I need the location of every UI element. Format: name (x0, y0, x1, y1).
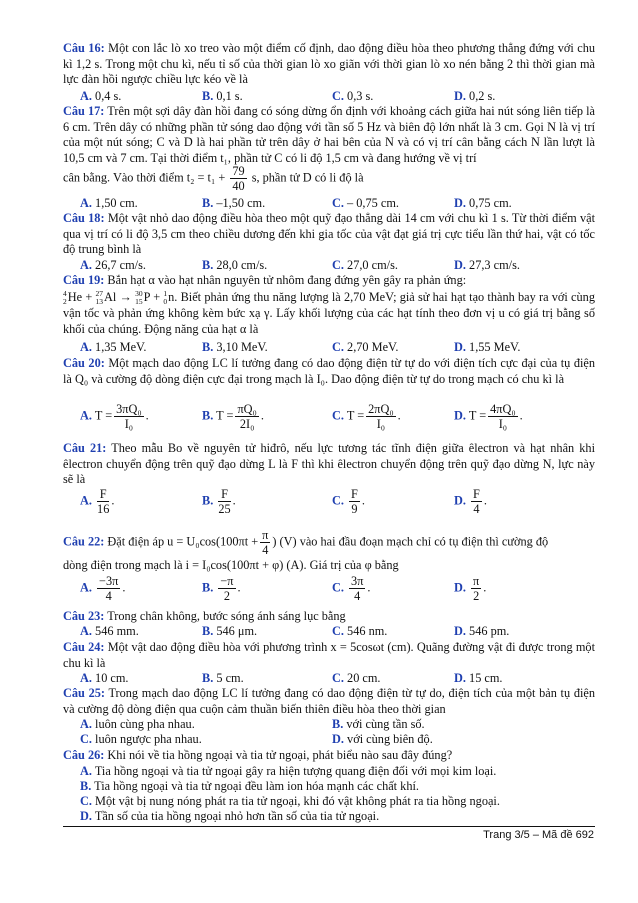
option-b[interactable]: B. $\frac{-\pi}{2}$ . (202, 574, 241, 603)
option-letter: D. (454, 671, 466, 685)
option-c[interactable]: C. $\frac{3\pi}{4}$ . (332, 574, 371, 603)
option-letter: B. (332, 717, 344, 731)
phosphorus-symbol: P (143, 290, 150, 304)
option-letter: C. (332, 580, 344, 595)
question-label: Câu 17: (63, 104, 105, 118)
helium-symbol: He (67, 290, 83, 304)
fraction-denominator: 9 (351, 502, 358, 516)
fraction-denominator: I₀ (376, 417, 386, 431)
option-letter: D. (454, 408, 466, 423)
question-text: s, phần tử D có li độ là (251, 170, 364, 185)
option-c[interactable]: C. $\frac{F}{9}$ . (332, 487, 365, 516)
fraction-numerator: F (218, 487, 230, 502)
option-b[interactable]: B. $\frac{F}{25}$ . (202, 487, 236, 516)
reaction-arrow: → (119, 290, 132, 304)
question-text: Một con lắc lò xo treo vào một điểm cố định, dao động điều hòa theo phương thẳng đứng với chu kì 1,2 s. Trong một chu kì, nếu tỉ số của thời gian lò xo giãn với thời gian lò xo nén bằng 2 thì thời gian mà lực đàn hồi ngược chiều lực kéo về là (63, 41, 595, 86)
fraction-denominator: 16 (97, 502, 110, 516)
option-a[interactable]: A. $\frac{F}{16}$ . (80, 487, 115, 516)
option-d[interactable]: D. $\frac{F}{4}$ . (454, 487, 487, 516)
option-letter: D. (454, 624, 466, 638)
option-letter: C. (332, 671, 344, 685)
option-letter: B. (202, 671, 214, 685)
fraction (114, 402, 144, 431)
option-d[interactable]: D. 0,75 cm. (454, 196, 512, 210)
option-letter: B. (202, 340, 214, 354)
option-c[interactable]: C. Một vật bị nung nóng phát ra tia tử ngoại, khi đó vật không phát ra tia hồng ngoại. (80, 794, 500, 808)
fraction-denominator: 4 (473, 502, 480, 516)
option-a[interactable]: A. luôn cùng pha nhau. (80, 717, 195, 731)
question-text: Bắn hạt α vào hạt nhân nguyên tử nhôm đang đứng yên gây ra phản ứng: (107, 273, 467, 287)
option-letter: A. (80, 493, 92, 508)
fraction (349, 487, 360, 516)
fraction-numerator: πQ₀ (237, 402, 257, 416)
option-letter: B. (202, 624, 214, 638)
fraction (218, 487, 230, 516)
option-letter: B. (202, 580, 214, 595)
option-letter: C. (332, 196, 344, 210)
option-letter: A. (80, 258, 92, 272)
option-d[interactable]: D. 0,2 s. (454, 89, 496, 103)
fraction-denominator: 40 (232, 179, 245, 193)
option-d[interactable]: D. Tần số của tia hồng ngoại nhỏ hơn tần số của tia tử ngoại. (80, 809, 380, 823)
question-text: Trong mạch dao động LC lí tưởng đang có dao động điện từ tự do, điện tích của một bản tụ điện và cường độ dòng điện qua cuộn cảm thuần biến thiên điều hòa theo thời gian (63, 686, 595, 716)
option-a[interactable]: A. 10 cm. (80, 671, 129, 685)
question-text: Đặt điện áp u = U₀cos(100πt + (107, 534, 259, 549)
question-23 (63, 609, 595, 625)
option-letter: B. (202, 408, 214, 423)
option-d[interactable]: D. 546 pm. (454, 624, 510, 638)
option-letter: B. (202, 196, 214, 210)
option-c[interactable]: C. 546 nm. (332, 624, 388, 638)
option-a[interactable]: A. T = $\frac{\text{3πQ₀}}{\text{I₀}}$ . (80, 402, 149, 431)
isotope-numbers: 30 15 (135, 289, 143, 307)
question-label: Câu 21: (63, 441, 107, 455)
option-letter: D. (454, 258, 466, 272)
fraction (235, 402, 258, 431)
fraction-numerator: −3π (99, 574, 119, 588)
neutron-symbol: n. (168, 290, 178, 304)
option-b[interactable]: B. 546 μm. (202, 624, 258, 638)
option-letter: D. (454, 340, 466, 354)
question-22 (63, 528, 595, 557)
fraction (471, 574, 481, 603)
option-b[interactable]: B. Tia hồng ngoại và tia tử ngoại đều làm ion hóa mạnh các chất khí. (80, 779, 419, 793)
fraction-numerator: π (473, 574, 480, 588)
option-b[interactable]: B. 3,10 MeV. (202, 340, 268, 354)
option-d[interactable]: D. 27,3 cm/s. (454, 258, 520, 272)
option-letter: B. (202, 493, 214, 508)
question-26 (63, 748, 595, 764)
option-letter: C. (332, 258, 344, 272)
option-a[interactable]: A. $\frac{-3\pi}{4}$ . (80, 574, 126, 603)
formula-lhs: T = (216, 408, 234, 423)
option-c[interactable]: C. 0,3 s. (332, 89, 374, 103)
fraction-denominator: 4 (105, 589, 112, 603)
option-letter: C. (332, 493, 344, 508)
option-letter: A. (80, 580, 92, 595)
question-16 (63, 41, 595, 88)
option-letter: B. (202, 89, 214, 103)
option-letter: C. (332, 89, 344, 103)
option-d[interactable]: D. 15 cm. (454, 671, 503, 685)
fraction-numerator: 2πQ₀ (368, 402, 394, 416)
question-text: Khi nói về tia hồng ngoại và tia tử ngoại, phát biểu nào sau đây đúng? (107, 748, 453, 762)
option-c[interactable]: C. – 0,75 cm. (332, 196, 399, 210)
option-letter: A. (80, 671, 92, 685)
question-22-line2 (63, 558, 595, 574)
option-a[interactable]: A. 1,50 cm. (80, 196, 138, 210)
formula-lhs: T = (468, 408, 487, 423)
option-letter: A. (80, 89, 92, 103)
option-a[interactable]: A. 1,35 MeV. (80, 340, 147, 354)
fraction-numerator: 3πQ₀ (116, 402, 142, 416)
question-text: Một vật dao động điều hòa với phương trình x = 5cosωt (cm). Quãng đường vật đi được trong một chu kì là (63, 640, 596, 670)
option-c[interactable]: C. luôn ngược pha nhau. (80, 732, 202, 746)
plus-sign: + (85, 290, 93, 304)
fraction-numerator: F (351, 487, 358, 501)
question-label: Câu 23: (63, 609, 105, 623)
question-19-body (63, 290, 595, 337)
question-text: Một mạch dao động LC lí tưởng đang có dao động điện từ tự do với điện tích cực đại của tụ điện là Q₀ và cường độ dòng điện cực đại trong mạch là I₀. Dao động điện từ tự do trong mạch có chu kì là (63, 356, 595, 386)
question-text: dòng điện trong mạch là i = I₀cos(100πt + φ) (A). Giá trị của φ bằng (63, 558, 399, 572)
option-letter: B. (80, 779, 92, 793)
fraction-denominator: I₀ (124, 417, 134, 431)
fraction (349, 574, 365, 603)
option-letter: D. (80, 809, 92, 823)
option-letter: A. (80, 717, 92, 731)
option-c[interactable]: C. 27,0 cm/s. (332, 258, 398, 272)
question-label: Câu 22: (63, 534, 105, 549)
option-c[interactable]: C. 20 cm. (332, 671, 381, 685)
option-c[interactable]: C. T = $\frac{\text{2πQ₀}}{\text{I₀}}$ . (332, 402, 401, 431)
fraction-numerator: F (97, 487, 109, 502)
question-18 (63, 211, 595, 258)
option-letter: D. (454, 493, 466, 508)
question-label: Câu 19: (63, 273, 105, 287)
question-text: Trong chân không, bước sóng ánh sáng lục bằng (107, 609, 346, 623)
option-letter: A. (80, 196, 92, 210)
question-20 (63, 356, 595, 387)
option-letter: A. (80, 624, 92, 638)
fraction-denominator: 4 (354, 589, 361, 603)
fraction-numerator: 79 (232, 164, 245, 178)
formula-lhs: T = (346, 408, 365, 423)
option-letter: C. (332, 340, 344, 354)
phase-fraction (260, 528, 270, 557)
question-label: Câu 26: (63, 748, 105, 762)
question-text: Biết phản ứng thu năng lượng là 2,70 MeV; giả sử hai hạt tạo thành bay ra với cùng vận tốc và phản ứng không kèm bức xạ γ. Lấy khối lượng của các hạt tính theo đơn vị u có giá trị bằng số khối của chúng. Động năng của hạt α là (63, 290, 595, 336)
fraction (97, 574, 120, 603)
isotope-numbers: 1 0 (163, 289, 168, 307)
option-a[interactable]: A. 546 mm. (80, 624, 139, 638)
fraction-numerator: π (262, 528, 269, 542)
option-letter: D. (454, 580, 466, 595)
question-17-line2 (63, 164, 595, 193)
option-b[interactable]: B. 28,0 cm/s. (202, 258, 268, 272)
fraction-numerator: 3π (351, 574, 364, 588)
fraction-denominator: 25 (218, 502, 231, 516)
fraction (218, 574, 235, 603)
fraction-denominator: 4 (262, 543, 269, 557)
fraction (97, 487, 109, 516)
option-b[interactable]: B. 0,1 s. (202, 89, 243, 103)
fraction-numerator: 4πQ₀ (490, 402, 516, 416)
aluminium-symbol: Al (104, 290, 117, 304)
option-letter: B. (202, 258, 214, 272)
question-text: Trên một sợi dây đàn hồi đang có sóng dừng ổn định với khoảng cách giữa hai nút sóng liên tiếp là 6 cm. Trên dây có những phần tử sóng dao động với tần số 5 Hz và biên độ lớn nhất là 3 cm. Gọi N là vị trí của một nút sóng; C và D là hai phần tử trên dây ở hai bên của N và có vị trí cân bằng cách N lần lượt là 10,5 cm và 7 cm. Tại thời điểm t₁, phần tử C có li độ 1,5 cm và đang hướng về vị trí (63, 104, 595, 165)
option-d[interactable]: D. 1,55 MeV. (454, 340, 521, 354)
fraction-denominator: 2 (223, 589, 231, 603)
question-text: Một vật nhỏ dao động điều hòa theo một quỹ đạo thẳng dài 14 cm với chu kì 1 s. Từ thời điểm vật qua vị trí có li độ 3,5 cm theo chiều dương đến khi gia tốc của vật đạt giá trị cực tiểu lần thứ hai, vật có tốc độ trung bình là (63, 211, 595, 256)
fraction (471, 487, 482, 516)
question-label: Câu 24: (63, 640, 105, 654)
question-19 (63, 273, 595, 289)
page-footer: Trang 3/5 – Mã đề 692 (483, 829, 594, 841)
question-24 (63, 640, 595, 671)
option-letter: A. (80, 340, 92, 354)
option-letter: A. (80, 764, 92, 778)
option-letter: C. (332, 408, 344, 423)
option-a[interactable]: A. Tia hồng ngoại và tia tử ngoại gây ra hiện tượng quang điện đối với mọi kim loại. (80, 764, 497, 778)
option-letter: A. (80, 408, 92, 423)
nuclear-reaction (63, 289, 181, 307)
option-b[interactable]: B. với cùng tần số. (332, 717, 425, 731)
option-b[interactable]: B. T = $\frac{\text{πQ₀}}{\text{2I₀}}$ . (202, 402, 264, 431)
question-label: Câu 25: (63, 686, 105, 700)
option-b[interactable]: B. 5 cm. (202, 671, 244, 685)
question-label: Câu 18: (63, 211, 105, 225)
question-21 (63, 441, 595, 488)
fraction-numerator: F (473, 487, 480, 501)
option-letter: D. (332, 732, 344, 746)
option-d[interactable]: D. $\frac{\pi}{2}$ . (454, 574, 487, 603)
option-d[interactable]: D. với cùng biên độ. (332, 732, 433, 746)
fraction-denominator: 2I₀ (239, 417, 255, 431)
fraction (366, 402, 396, 431)
question-text: ) (V) vào hai đầu đoạn mạch chỉ có tụ điện thì cường độ (272, 534, 549, 549)
option-d[interactable]: D. T = $\frac{\text{4πQ₀}}{\text{I₀}}$ . (454, 402, 523, 431)
option-a[interactable]: A. 26,7 cm/s. (80, 258, 146, 272)
question-text: Theo mẫu Bo về nguyên tử hiđrô, nếu lực tương tác tĩnh điện giữa êlectron và hạt nhân khi êlectron chuyển động trên quỹ đạo dừng L là F thì khi êlectron chuyển động trên quỹ đạo dừng N, lực này sẽ là (63, 441, 595, 486)
question-label: Câu 20: (63, 356, 105, 370)
option-letter: C. (80, 732, 92, 746)
fraction (488, 402, 518, 431)
option-a[interactable]: A. 0,4 s. (80, 89, 122, 103)
option-letter: D. (454, 89, 466, 103)
option-c[interactable]: C. 2,70 MeV. (332, 340, 399, 354)
question-25 (63, 686, 595, 717)
question-17 (63, 104, 595, 166)
formula-lhs: T = (94, 408, 113, 423)
footer-divider (63, 826, 595, 827)
fraction-denominator: 2 (473, 589, 480, 603)
fraction-numerator: −π (220, 574, 234, 588)
option-letter: C. (332, 624, 344, 638)
option-b[interactable]: B. –1,50 cm. (202, 196, 266, 210)
plus-sign: + (153, 290, 161, 304)
question-label: Câu 16: (63, 41, 105, 55)
question-text: cân bằng. Vào thời điểm t₂ = t₁ + (63, 170, 226, 185)
option-letter: C. (80, 794, 92, 808)
fraction-denominator: I₀ (498, 417, 508, 431)
time-fraction (230, 164, 246, 193)
option-letter: D. (454, 196, 466, 210)
isotope-numbers: 4 2 (63, 289, 67, 307)
isotope-numbers: 27 13 (95, 289, 103, 307)
